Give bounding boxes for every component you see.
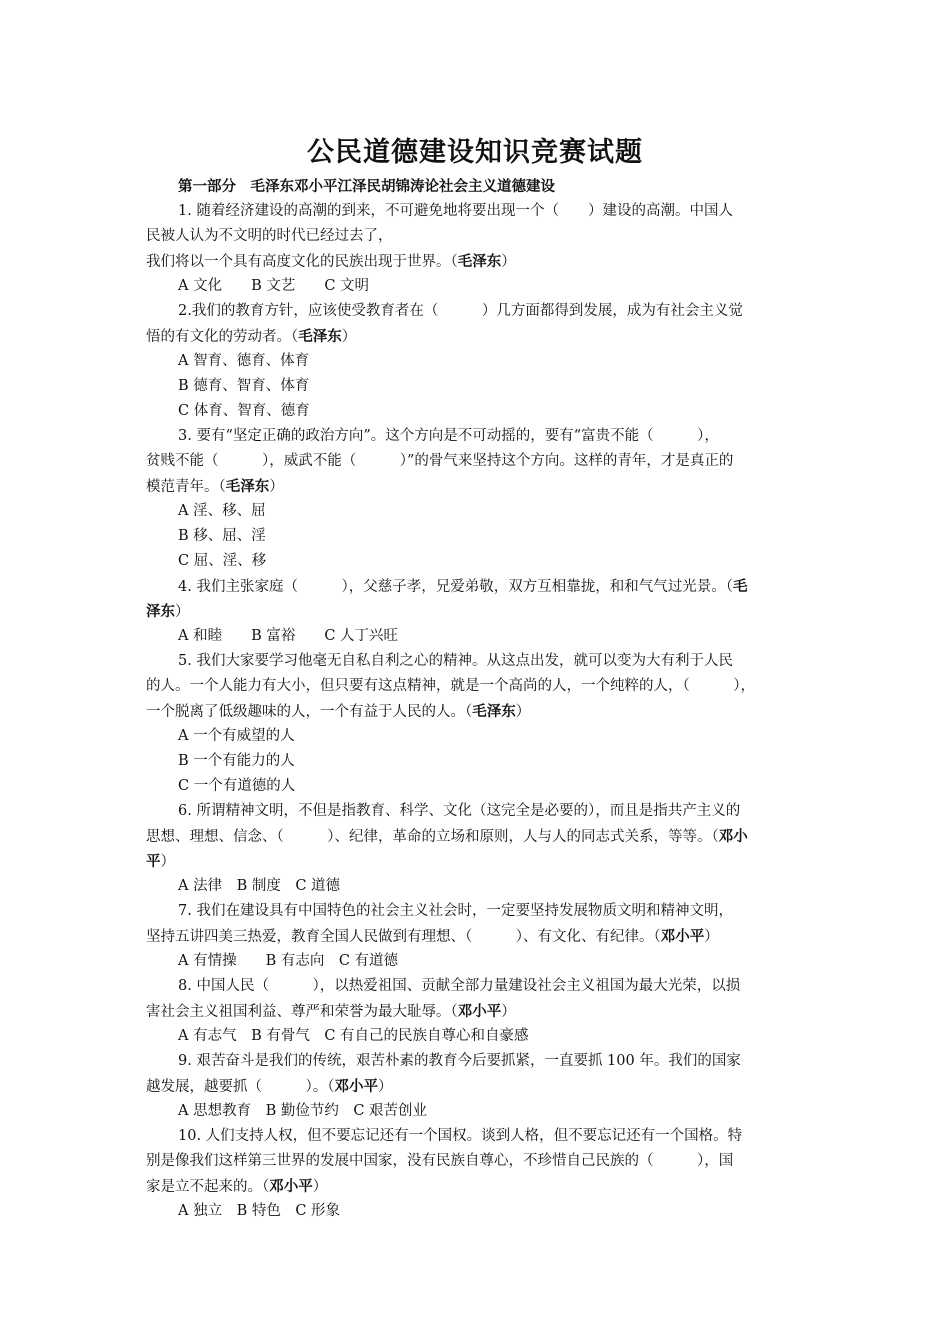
question-8-options: A 有志气 B 有骨气 C 有自己的民族自尊心和自豪感 bbox=[178, 1028, 529, 1044]
question-9-source: 邓小平 bbox=[334, 1078, 378, 1095]
question-9-text: 越发展，越要抓（ ）。（ bbox=[146, 1079, 335, 1095]
question-5-text: 一个脱离了低级趣味的人，一个有益于人民的人。（ bbox=[146, 704, 473, 720]
question-2-option-c: C 体育、智育、德育 bbox=[178, 403, 310, 419]
question-1-close: ） bbox=[501, 254, 516, 270]
question-5-line-3 bbox=[146, 699, 808, 724]
question-10-source: 邓小平 bbox=[269, 1178, 313, 1195]
question-6-line-2 bbox=[146, 824, 808, 849]
question-10-options: A 独立 B 特色 C 形象 bbox=[178, 1203, 341, 1219]
question-4-close: ） bbox=[175, 604, 190, 620]
question-3-text: 模范青年。（ bbox=[146, 479, 226, 495]
question-8-source: 邓小平 bbox=[457, 1003, 502, 1020]
question-10-line-1: 10. 人们支持人权，但不要忘记还有一个国权。谈到人格，但不要忘记还有一个国格。特 bbox=[178, 1128, 743, 1144]
question-5-source: 毛泽东 bbox=[472, 703, 516, 720]
question-3-line-3 bbox=[146, 474, 808, 499]
question-8-line-1: 8. 中国人民（ ），以热爱祖国、贡献全部力量建设社会主义祖国为最大光荣，以损 bbox=[178, 978, 741, 994]
question-3-option-a: A 淫、移、屈 bbox=[178, 503, 266, 519]
question-2-option-b: B 德育、智育、体育 bbox=[178, 378, 310, 394]
question-9-options: A 思想教育 B 勤俭节约 C 艰苦创业 bbox=[178, 1103, 428, 1119]
question-2-close: ） bbox=[341, 329, 357, 345]
question-4-line-1 bbox=[146, 574, 808, 599]
question-2-source: 毛泽东 bbox=[298, 328, 342, 345]
question-5-close: ） bbox=[515, 704, 531, 720]
question-10-line-3 bbox=[146, 1174, 808, 1199]
question-9-line-2 bbox=[146, 1074, 808, 1099]
question-10-line-2: 别是像我们这样第三世界的发展中国家，没有民族自尊心，不珍惜自己民族的（ ），国 bbox=[146, 1153, 734, 1169]
question-1-line-3 bbox=[146, 249, 808, 274]
question-6-line-3 bbox=[146, 849, 808, 874]
question-4-text: 4. 我们主张家庭（ ），父慈子孝，兄爱弟敬，双方互相靠拢，和和气气过光景。（ bbox=[178, 579, 733, 595]
question-3-option-b: B 移、屈、淫 bbox=[178, 528, 266, 544]
question-6-line-1: 6. 所谓精神文明，不但是指教育、科学、文化（这完全是必要的），而且是指共产主义的 bbox=[178, 803, 741, 819]
question-8-close: ） bbox=[501, 1004, 516, 1020]
question-7-line-1: 7. 我们在建设具有中国特色的社会主义社会时，一定要坚持发展物质文明和精神文明， bbox=[178, 903, 733, 919]
question-4-source-end: 泽东 bbox=[146, 603, 175, 620]
document-body bbox=[146, 174, 808, 1224]
question-7-close: ） bbox=[704, 929, 719, 945]
question-1-text: 我们将以一个具有高度文化的民族出现于世界。（ bbox=[146, 254, 458, 270]
question-1-source: 毛泽东 bbox=[457, 253, 502, 270]
question-8-line-2 bbox=[146, 999, 808, 1024]
question-4-line-2 bbox=[146, 599, 808, 624]
question-6-text: 思想、理想、信念、（ ）、纪律，革命的立场和原则，人与人的同志式关系，等等。（ bbox=[146, 829, 719, 845]
question-7-options: A 有情操 B 有志向 C 有道德 bbox=[178, 953, 399, 969]
question-9-line-1: 9. 艰苦奋斗是我们的传统，艰苦朴素的教育今后要抓紧，一直要抓 100 年。我们的国家 bbox=[178, 1053, 741, 1069]
question-3-line-1: 3. 要有“坚定正确的政治方向”。这个方向是不可动摇的，要有“富贵不能（ ）， bbox=[178, 428, 719, 444]
question-5-option-b: B 一个有能力的人 bbox=[178, 753, 295, 769]
section-heading: 第一部分 毛泽东邓小平江泽民胡锦涛论社会主义道德建设 bbox=[178, 178, 555, 195]
question-10-text: 家是立不起来的。（ bbox=[146, 1179, 270, 1195]
question-2-line-2 bbox=[146, 324, 808, 349]
question-2-text: 悟的有文化的劳动者。（ bbox=[146, 329, 299, 345]
question-7-line-2 bbox=[146, 924, 808, 949]
question-9-close: ） bbox=[378, 1079, 393, 1095]
question-5-option-a: A 一个有威望的人 bbox=[178, 728, 295, 744]
question-4-source-start: 毛 bbox=[732, 578, 748, 595]
question-7-text: 坚持五讲四美三热爱，教育全国人民做到有理想、（ ）、有文化、有纪律。（ bbox=[146, 929, 661, 945]
question-7-source: 邓小平 bbox=[660, 928, 705, 945]
question-2-line-1: 2.我们的教育方针，应该使受教育者在（ ）几方面都得到发展，成为有社会主义觉 bbox=[178, 303, 743, 319]
question-1-options: A 文化 B 文艺 C 文明 bbox=[178, 278, 370, 294]
question-3-line-2: 贫贱不能（ ），威武不能（ ）”的骨气来坚持这个方向。这样的青年，才是真正的 bbox=[146, 453, 734, 469]
question-10-close: ） bbox=[312, 1179, 328, 1195]
question-2-option-a: A 智育、德育、体育 bbox=[178, 353, 310, 369]
question-6-source-start: 邓小 bbox=[718, 828, 748, 845]
question-3-option-c: C 屈、淫、移 bbox=[178, 553, 267, 569]
question-5-option-c: C 一个有道德的人 bbox=[178, 778, 296, 794]
question-3-source: 毛泽东 bbox=[225, 478, 270, 495]
question-6-close: ） bbox=[160, 854, 175, 870]
question-6-source-end: 平 bbox=[146, 853, 161, 870]
question-8-text: 害社会主义祖国利益、尊严和荣誉为最大耻辱。（ bbox=[146, 1004, 458, 1020]
question-5-line-1: 5. 我们大家要学习他毫无自私自利之心的精神。从这点出发，就可以变为大有利于人民 bbox=[178, 653, 733, 669]
page-title: 公民道德建设知识竞赛试题 bbox=[307, 137, 643, 168]
question-5-line-2: 的人。一个人能力有大小，但只要有这点精神，就是一个高尚的人，一个纯粹的人，（ ）， bbox=[146, 678, 755, 694]
question-3-close: ） bbox=[269, 479, 284, 495]
question-6-options: A 法律 B 制度 C 道德 bbox=[178, 878, 341, 894]
question-4-options: A 和睦 B 富裕 C 人丁兴旺 bbox=[178, 628, 399, 644]
question-1-line-2: 民被人认为不文明的时代已经过去了， bbox=[146, 228, 393, 244]
question-1-line-1: 1. 随着经济建设的高潮的到来，不可避免地将要出现一个（ ）建设的高潮。中国人 bbox=[178, 203, 733, 219]
